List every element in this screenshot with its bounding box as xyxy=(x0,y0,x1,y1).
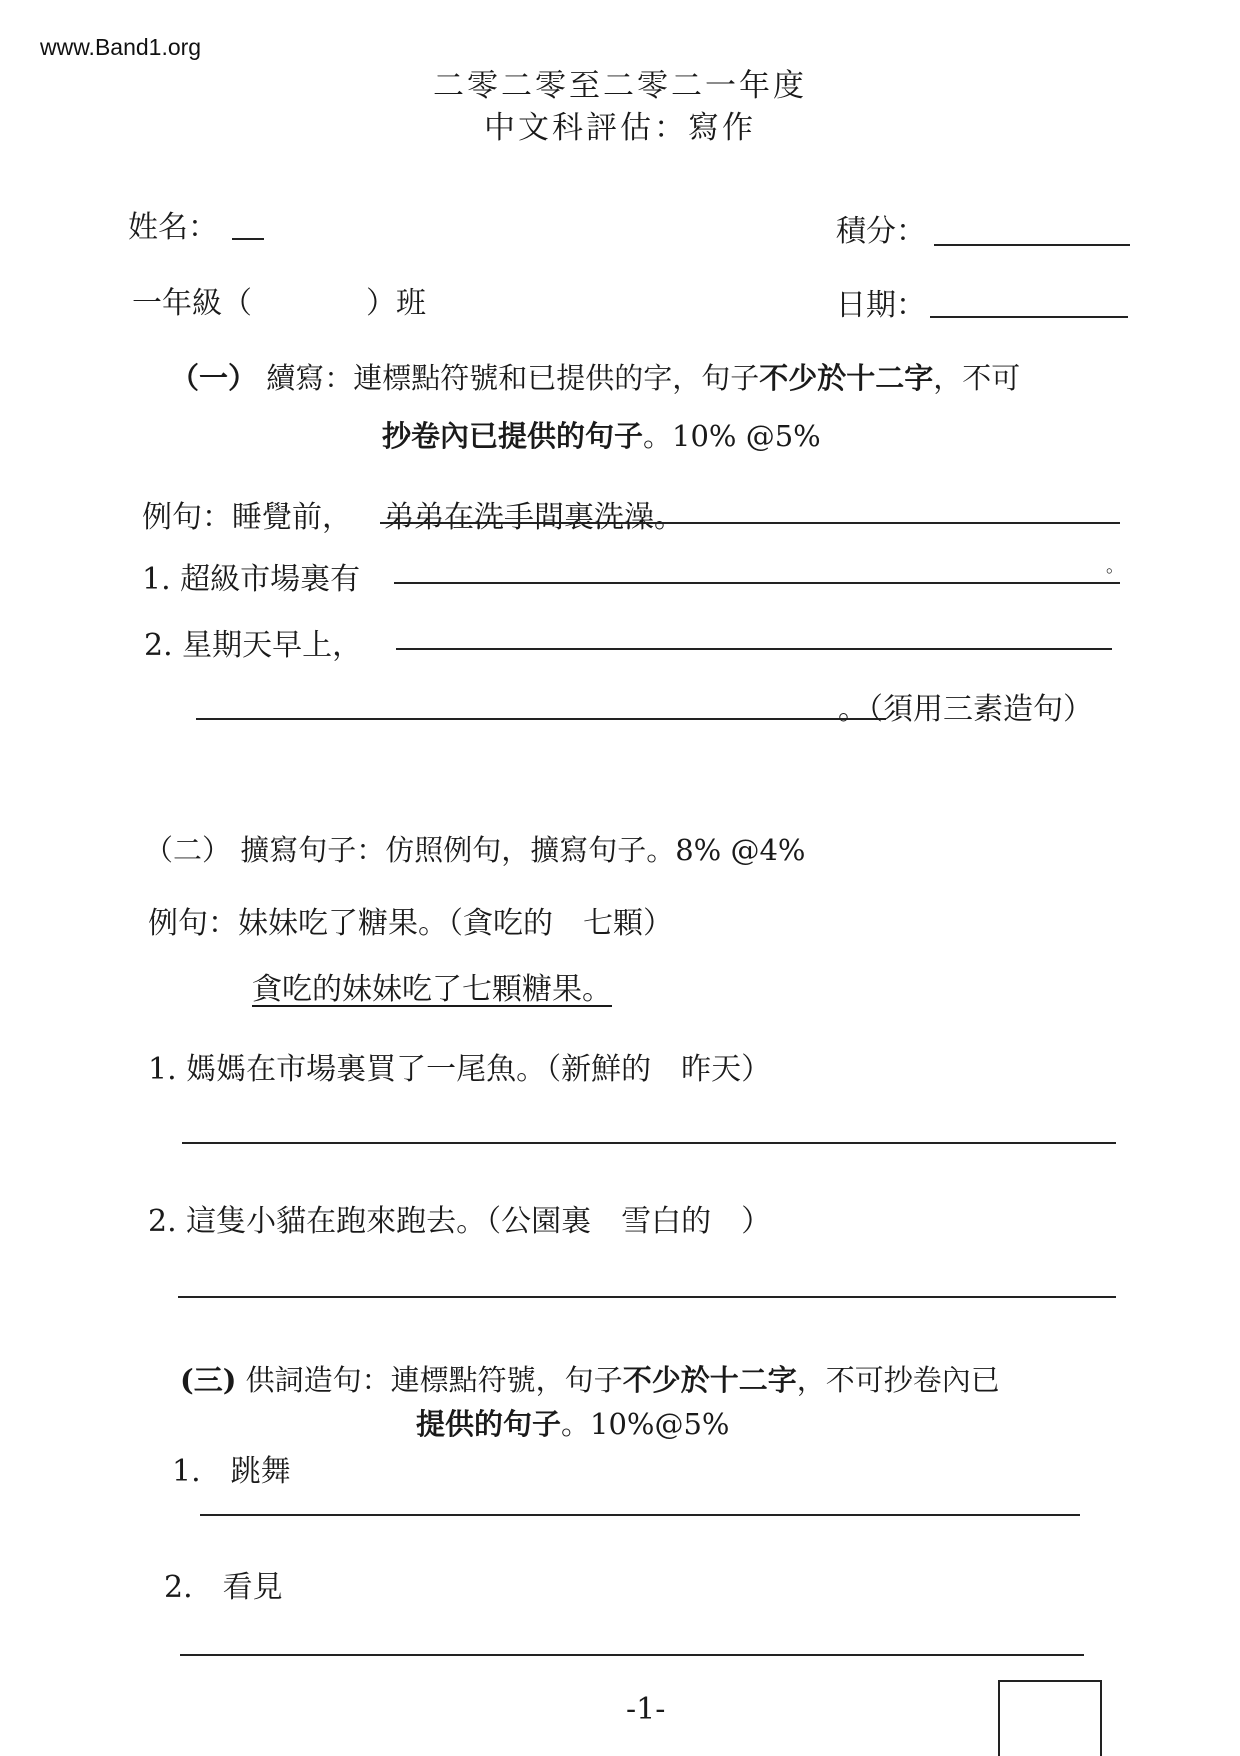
section1-marks: 。10% @5% xyxy=(643,419,821,453)
marks-box[interactable] xyxy=(998,1680,1102,1756)
site-watermark: www.Band1.org xyxy=(40,34,202,60)
section3-bold2: 提供的句子 xyxy=(416,1407,562,1441)
class-prefix: 一年級（ xyxy=(132,286,252,321)
section3-number: (三) xyxy=(180,1363,237,1397)
score-label: 積分： xyxy=(836,214,926,249)
section2-instruction xyxy=(144,828,805,869)
section2-number: （二） xyxy=(144,833,232,867)
section3-q1: 1. 跳舞 xyxy=(172,1454,291,1489)
section3-q1-answer-line[interactable] xyxy=(200,1514,1080,1516)
section3-q2-answer-line[interactable] xyxy=(180,1654,1084,1656)
section2-q1-answer-line[interactable] xyxy=(182,1142,1116,1144)
section1-q2-answer-line-2[interactable] xyxy=(196,718,886,720)
page-number: -1- xyxy=(626,1692,666,1727)
document-title-subject: 中文科評估：寫作 xyxy=(484,110,756,146)
section2-q2-answer-line[interactable] xyxy=(178,1296,1116,1298)
section1-q2-end: 。（須用三素造句） xyxy=(838,692,1093,727)
section3-bold1: 不少於十二字 xyxy=(622,1363,797,1397)
section3-marks: 。10%@5% xyxy=(561,1407,730,1441)
score-blank[interactable] xyxy=(934,244,1130,246)
section3-instruction xyxy=(180,1358,1000,1399)
section1-example-line xyxy=(380,522,1120,524)
date-blank[interactable] xyxy=(930,316,1128,318)
section1-q2-answer-line-1[interactable] xyxy=(396,648,1112,650)
section1-q2: 2. 星期天早上， xyxy=(144,628,363,663)
name-label: 姓名： xyxy=(128,210,218,245)
name-blank[interactable] xyxy=(232,238,264,240)
section1-number: （一） xyxy=(170,361,258,395)
section3-mid: ，不可抄卷內已 xyxy=(796,1363,1000,1397)
class-suffix: ）班 xyxy=(366,286,426,321)
section1-q1-answer-line[interactable] xyxy=(394,582,1120,584)
section2-example-answer: 貪吃的妹妹吃了七顆糖果。 xyxy=(252,972,612,1007)
section1-bold1: 不少於十二字 xyxy=(759,361,934,395)
section2-example-label: 例句：妹妹吃了糖果。（貪吃的 七顆） xyxy=(148,906,673,941)
section1-instruction xyxy=(170,356,1020,397)
section3-q2: 2. 看見 xyxy=(164,1570,283,1605)
document-title-year: 二零二零至二零二一年度 xyxy=(433,68,807,104)
section1-example-text: 弟弟在洗手間裏洗澡。 xyxy=(384,500,684,535)
section1-example-label: 例句：睡覺前， xyxy=(142,500,352,535)
section1-mid: ，不可 xyxy=(933,361,1021,395)
section2-q2: 2. 這隻小貓在跑來跑去。（公園裏 雪白的 ） xyxy=(148,1204,772,1239)
section1-q1-end: 。 xyxy=(1106,556,1124,577)
date-label: 日期： xyxy=(836,288,926,323)
section1-lead: 續寫：連標點符號和已提供的字，句子 xyxy=(266,361,760,395)
section3-instruction-line2 xyxy=(416,1402,729,1443)
section2-q1: 1. 媽媽在市場裏買了一尾魚。（新鮮的 昨天） xyxy=(148,1052,772,1087)
section1-q1: 1. 超級市場裏有 xyxy=(142,562,361,597)
section3-lead: 供詞造句：連標點符號，句子 xyxy=(245,1363,623,1397)
section1-instruction-line2 xyxy=(382,414,821,455)
section2-text: 擴寫句子：仿照例句，擴寫句子。8% @4% xyxy=(240,833,806,867)
section1-bold2: 抄卷內已提供的句子 xyxy=(382,419,644,453)
